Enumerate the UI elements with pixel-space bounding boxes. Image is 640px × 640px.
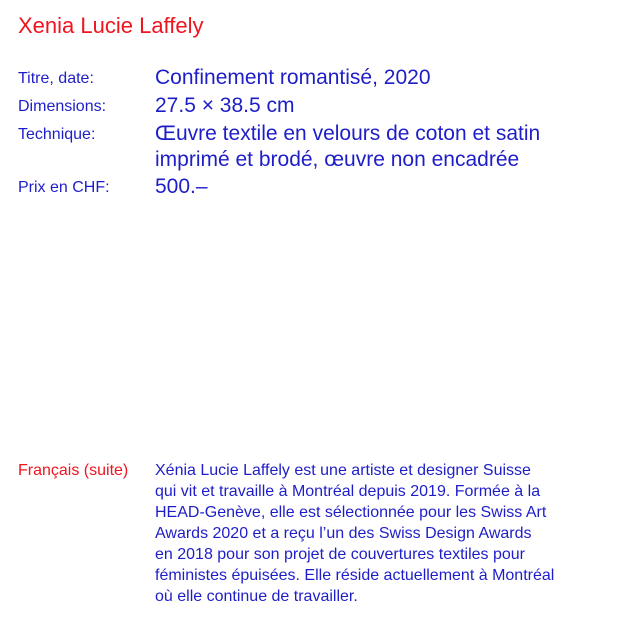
technique-label: Technique: [18, 126, 96, 143]
detail-row-price [18, 173, 628, 201]
detail-row-title [18, 64, 628, 92]
technique-value [155, 120, 628, 173]
artwork-details [18, 64, 628, 201]
bio-line: Awards 2020 et a reçu l’un des Swiss Design Awards [155, 525, 532, 542]
bio-line: en 2018 pour son projet de couvertures textiles pour [155, 546, 526, 563]
price-label: Prix en CHF: [18, 179, 110, 196]
artist-name: Xenia Lucie Laffely [18, 13, 204, 38]
bio-language-label: Français (suite) [18, 462, 129, 479]
title-date-line: Confinement romantisé, 2020 [155, 66, 431, 89]
bio-line: Xénia Lucie Laffely est une artiste et designer Suisse [155, 462, 531, 479]
detail-row-technique [18, 120, 628, 173]
bio-line: féministes épuisées. Elle réside actuellement à Montréal [155, 567, 555, 584]
artist-bio [18, 460, 628, 607]
bio-line: où elle continue de travailler. [155, 588, 358, 605]
bio-line: qui vit et travaille à Montréal depuis 2019. Formée à la [155, 483, 541, 500]
title-date-value [155, 64, 628, 91]
bio-line: HEAD-Genève, elle est sélectionnée pour les Swiss Art [155, 504, 547, 521]
dimensions-label: Dimensions: [18, 98, 107, 115]
bio-text [155, 460, 628, 607]
price-value [155, 173, 628, 200]
technique-line: Œuvre textile en velours de coton et satin [155, 122, 541, 145]
dimensions-line: 27.5 × 38.5 cm [155, 94, 295, 117]
detail-row-dimensions [18, 92, 628, 120]
technique-line: imprimé et brodé, œuvre non encadrée [155, 148, 520, 171]
title-date-label: Titre, date: [18, 70, 94, 87]
dimensions-value [155, 92, 628, 119]
price-line: 500.– [155, 175, 208, 198]
